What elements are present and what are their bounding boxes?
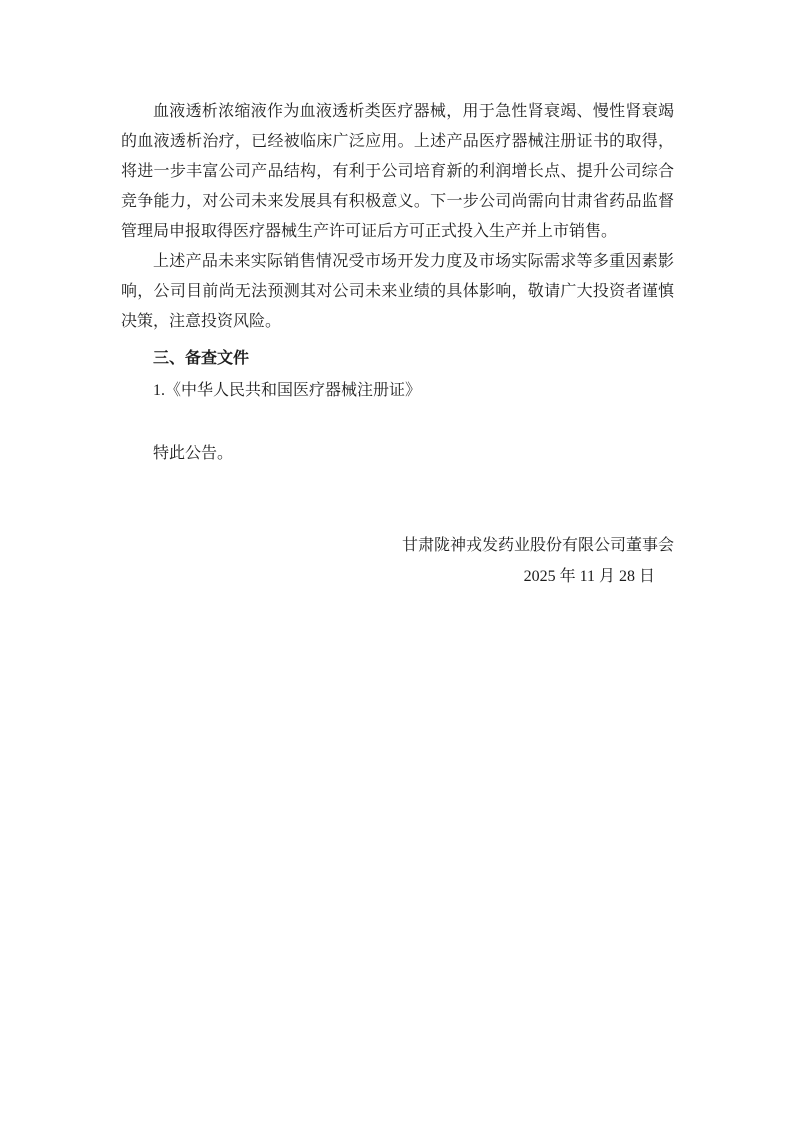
reference-document-item: 1.《中华人民共和国医疗器械注册证》 [153, 382, 422, 399]
signature-company-board: 甘肃陇神戎发药业股份有限公司董事会 [401, 537, 674, 554]
signature-date: 2025 年 11 月 28 日 [523, 568, 655, 585]
closing-statement: 特此公告。 [153, 445, 234, 462]
signature-block [121, 531, 674, 593]
paragraph-product-registration-impact: 血液透析浓缩液作为血液透析类医疗器械，用于急性肾衰竭、慢性肾衰竭的血液透析治疗，已经被临床广泛应用。上述产品医疗器械注册证书的取得，将进一步丰富公司产品结构，有利于公司培育新的利润增长点、提升公司综合竞争能力，对公司未来发展具有积极意义。下一步公司尚需向甘肃省药品监督管理局申报取得医疗器械生产许可证后方可正式投入生产并上市销售。 [121, 103, 674, 240]
paragraph-risk-disclaimer: 上述产品未来实际销售情况受市场开发力度及市场实际需求等多重因素影响，公司目前尚无法预测其对公司未来业绩的具体影响，敬请广大投资者谨慎决策，注意投资风险。 [121, 253, 674, 330]
section-heading-reference-documents: 三、备查文件 [153, 350, 250, 367]
